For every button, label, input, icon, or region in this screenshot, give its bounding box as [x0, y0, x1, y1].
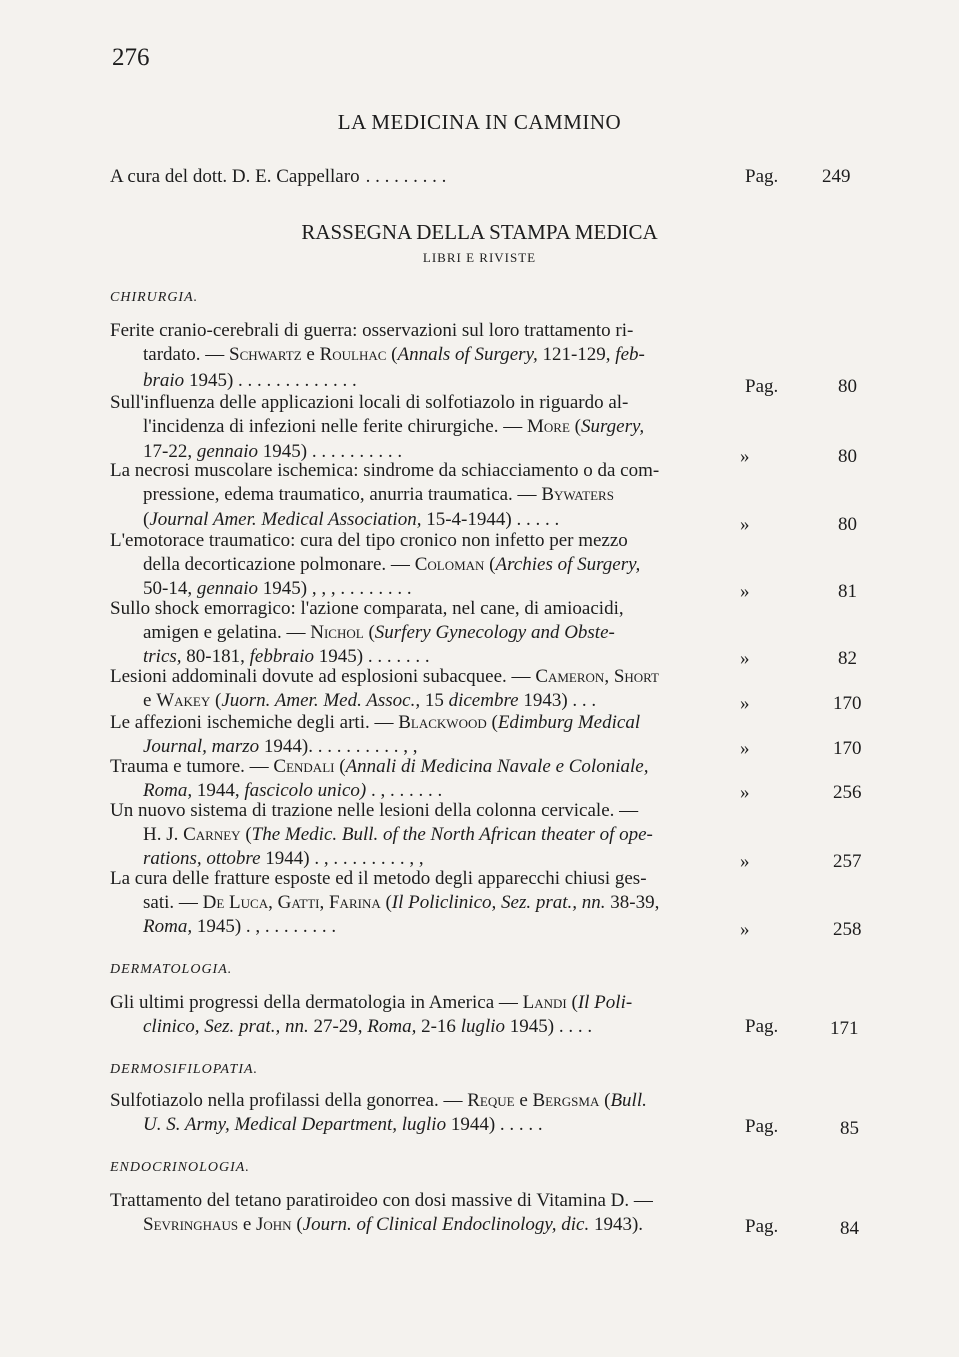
- author: Nichol: [310, 622, 364, 643]
- ref-pag: Pag.: [745, 376, 779, 397]
- text: Le affezioni ischemiche degli arti. —: [110, 712, 399, 733]
- text: Roma,: [143, 780, 193, 801]
- author: Schwartz: [229, 344, 302, 365]
- entry-line: Un nuovo sistema di trazione nelle lesioni della colonna cervicale. —: [110, 800, 639, 821]
- heading: RASSEGNA DELLA STAMPA MEDICA: [301, 220, 658, 244]
- author: John: [256, 1214, 292, 1235]
- ref-page: 258: [833, 919, 862, 940]
- dots: . . . . . . . . . . . . .: [233, 370, 357, 391]
- entry-line: [143, 1016, 592, 1038]
- journal: Journal, marzo: [143, 736, 260, 757]
- text: 1944).: [259, 736, 313, 757]
- text: feb-: [615, 344, 645, 365]
- entry-line: [110, 1090, 647, 1112]
- author: Landi: [522, 992, 567, 1013]
- curator-dots: . . . . . . . . .: [365, 166, 447, 187]
- dots: . . .: [567, 690, 597, 711]
- text: (: [363, 622, 375, 643]
- text: 1944): [446, 1114, 496, 1135]
- text: 1944,: [192, 780, 245, 801]
- ref-ditto: »: [740, 693, 750, 714]
- entry-line: La cura delle fratture esposte ed il metodo degli apparecchi chiusi ges-: [110, 868, 647, 889]
- text: e: [143, 690, 157, 711]
- journal: Journal Amer. Medical Association,: [149, 509, 422, 530]
- ref-ditto: »: [740, 919, 750, 940]
- entry-line: [110, 992, 632, 1014]
- entry-line: [143, 484, 614, 506]
- entry-line: La necrosi muscolare ischemica: sindrome da schiacciamento o da com-: [110, 460, 660, 481]
- section-chirurgia: CHIRURGIA.: [110, 290, 199, 305]
- author: Bywaters: [541, 484, 614, 505]
- text: 1943): [518, 690, 568, 711]
- entry-line: [143, 1214, 643, 1236]
- text: 1945): [192, 916, 242, 937]
- text: 15: [420, 690, 449, 711]
- text: 15-4-1944): [421, 509, 512, 530]
- entry-line: [143, 578, 412, 600]
- ref-ditto: »: [740, 782, 750, 803]
- entry-line: [143, 554, 640, 576]
- ref-page: 256: [833, 782, 862, 803]
- dots: . . . .: [554, 1016, 593, 1037]
- author: Sevringhaus: [143, 1214, 239, 1235]
- dots: . . . . . . . . . , ,: [312, 736, 418, 757]
- author: Cendali: [273, 756, 335, 777]
- section-endocrinologia: ENDOCRINOLOGIA.: [110, 1160, 250, 1175]
- journal: Annals of Surgery,: [397, 344, 538, 365]
- author: Wakey: [156, 690, 211, 711]
- entry-line: Ferite cranio-cerebrali di guerra: osservazioni sul loro trattamento ri-: [110, 320, 634, 341]
- journal: clinico, Sez. prat., nn.: [143, 1016, 309, 1037]
- text: (: [566, 992, 578, 1013]
- entry-line: [143, 690, 596, 712]
- journal: Journ. of Clinical Endoclinology, dic.: [302, 1214, 590, 1235]
- dots: . , . . . . . .: [366, 780, 443, 801]
- text: sati. —: [143, 892, 203, 913]
- dots: . . . . .: [495, 1114, 543, 1135]
- text: (: [484, 554, 496, 575]
- journal: trics,: [143, 646, 182, 667]
- entry-line: Trattamento del tetano paratiroideo con dosi massive di Vitamina D. —: [110, 1190, 653, 1211]
- text: (: [240, 824, 252, 845]
- ref-ditto: »: [740, 514, 750, 535]
- ref-ditto: »: [740, 738, 750, 759]
- journal: Bull.: [610, 1090, 647, 1111]
- text: (: [143, 509, 150, 530]
- author: De Luca, Gatti, Farina: [202, 892, 381, 913]
- curator-text: A cura del dott. D. E. Cappellaro: [110, 166, 360, 187]
- text: (: [599, 1090, 611, 1111]
- journal: The Medic. Bull. of the North African theater of ope-: [251, 824, 653, 845]
- text: febbraio: [249, 646, 314, 667]
- text: 1945): [258, 578, 308, 599]
- text: 1945): [258, 441, 308, 462]
- ref-ditto: »: [740, 446, 750, 467]
- ref-page: 82: [838, 648, 857, 669]
- text: Lesioni addominali dovute ad esplosioni subacquee. —: [110, 666, 536, 687]
- entry-line: [143, 848, 424, 870]
- curator-pag: Pag.: [745, 166, 779, 187]
- text: pressione, edema traumatico, anurria traumatica. —: [143, 484, 542, 505]
- ref-page: 171: [830, 1018, 859, 1039]
- entry-line: [143, 370, 357, 392]
- author: Coloman: [414, 554, 485, 575]
- text: e: [238, 1214, 257, 1235]
- text: 2-16: [416, 1016, 461, 1037]
- journal: Archies of Surgery,: [495, 554, 641, 575]
- ref-ditto: »: [740, 581, 750, 602]
- author: Carney: [183, 824, 241, 845]
- dots: . . . . . . . . . .: [307, 441, 403, 462]
- journal: Il Poli-: [577, 992, 633, 1013]
- ref-page: 80: [838, 446, 857, 467]
- subheading: LIBRI E RIVISTE: [422, 250, 537, 265]
- section-dermosifilopatia: DERMOSIFILOPATIA.: [110, 1062, 259, 1077]
- text: 80-181,: [181, 646, 250, 667]
- text: della decorticazione polmonare. —: [143, 554, 415, 575]
- text: (: [380, 892, 392, 913]
- text: 1944): [260, 848, 310, 869]
- ref-page: 170: [833, 693, 862, 714]
- text: Roma,: [367, 1016, 417, 1037]
- text: (: [210, 690, 222, 711]
- ref-pag: Pag.: [745, 1116, 779, 1137]
- text: H. J.: [143, 824, 184, 845]
- text: 27-29,: [308, 1016, 368, 1037]
- author: Cameron, Short: [535, 666, 659, 687]
- entry-line: [143, 416, 644, 438]
- entry-line: [143, 892, 659, 914]
- entry-line: L'emotorace traumatico: cura del tipo cronico non infetto per mezzo: [110, 530, 628, 551]
- text: 1945): [314, 646, 364, 667]
- text: 121-129,: [537, 344, 616, 365]
- text: amigen e gelatina. —: [143, 622, 311, 643]
- journal: Surfery Gynecology and Obste-: [374, 622, 615, 643]
- entry-line: [143, 1114, 543, 1136]
- dots: . . . . .: [511, 509, 560, 530]
- text: 50-14,: [143, 578, 197, 599]
- ref-page: 85: [840, 1118, 859, 1139]
- entry-line: [143, 780, 442, 802]
- section-dermatologia: DERMATOLOGIA.: [110, 962, 233, 977]
- entry-line: Sullo shock emorragico: l'azione comparata, nel cane, di amioacidi,: [110, 598, 624, 619]
- text: Roma,: [143, 916, 193, 937]
- text: (: [291, 1214, 303, 1235]
- text: (: [569, 416, 581, 437]
- entry-line: [110, 756, 648, 778]
- curator-line: [110, 166, 446, 188]
- page-number: 276: [112, 44, 150, 71]
- text: braio: [143, 370, 185, 391]
- dots: . . . . . . .: [363, 646, 430, 667]
- dots: . , . . . . . . . .: [241, 916, 337, 937]
- journal: Annali di Medicina Navale e Coloniale,: [345, 756, 649, 777]
- page-title: LA MEDICINA IN CAMMINO: [337, 110, 622, 134]
- entry-line: [143, 916, 336, 938]
- text: 1943).: [589, 1214, 644, 1235]
- entry-line: [143, 509, 559, 531]
- entry-line: [143, 344, 645, 366]
- text: tardato. —: [143, 344, 230, 365]
- entry-line: [143, 622, 615, 644]
- ref-page: 170: [833, 738, 862, 759]
- text: l'incidenza di infezioni nelle ferite chirurgiche. —: [143, 416, 527, 437]
- ref-page: 81: [838, 581, 857, 602]
- author: Roulhac: [319, 344, 387, 365]
- dots: , , , . . . . . . . .: [307, 578, 412, 599]
- journal: Edimburg Medical: [497, 712, 641, 733]
- text: (: [386, 344, 398, 365]
- entry-line: Sull'influenza delle applicazioni locali di solfotiazolo in riguardo al-: [110, 392, 629, 413]
- journal: Il Policlinico, Sez. prat., nn.: [391, 892, 606, 913]
- text: e: [514, 1090, 533, 1111]
- author: More: [526, 416, 570, 437]
- author: Reque: [467, 1090, 515, 1111]
- text: 1945): [184, 370, 234, 391]
- journal: Juorn. Amer. Med. Assoc.,: [221, 690, 421, 711]
- text: dicembre: [448, 690, 519, 711]
- author: Blackwood: [398, 712, 487, 733]
- entry-line: [110, 666, 659, 688]
- text: 38-39,: [605, 892, 660, 913]
- entry-line: [110, 712, 640, 734]
- text: fascicolo unico): [244, 780, 367, 801]
- text: Trauma e tumore. —: [110, 756, 274, 777]
- ref-ditto: »: [740, 648, 750, 669]
- text: Sulfotiazolo nella profilassi della gonorrea. —: [110, 1090, 468, 1111]
- curator-page: 249: [822, 166, 851, 187]
- text: 17-22,: [143, 441, 197, 462]
- text: gennaio: [196, 441, 259, 462]
- journal: Surgery,: [580, 416, 645, 437]
- entry-line: [143, 824, 653, 846]
- ref-pag: Pag.: [745, 1216, 779, 1237]
- text: (: [334, 756, 346, 777]
- author: Bergsma: [532, 1090, 600, 1111]
- text: e: [301, 344, 320, 365]
- text: gennaio: [196, 578, 259, 599]
- entry-line: [143, 646, 430, 668]
- ref-page: 84: [840, 1218, 859, 1239]
- ref-page: 257: [833, 851, 862, 872]
- ref-page: 80: [838, 514, 857, 535]
- text: luglio: [460, 1016, 506, 1037]
- text: (: [486, 712, 498, 733]
- dots: . , . . . . . . . . , ,: [309, 848, 424, 869]
- ref-pag: Pag.: [745, 1016, 779, 1037]
- text: 1945): [505, 1016, 555, 1037]
- ref-ditto: »: [740, 851, 750, 872]
- entry-line: [143, 736, 417, 758]
- ref-page: 80: [838, 376, 857, 397]
- journal: rations, ottobre: [143, 848, 261, 869]
- journal: U. S. Army, Medical Department, luglio: [143, 1114, 447, 1135]
- text: Gli ultimi progressi della dermatologia in America —: [110, 992, 523, 1013]
